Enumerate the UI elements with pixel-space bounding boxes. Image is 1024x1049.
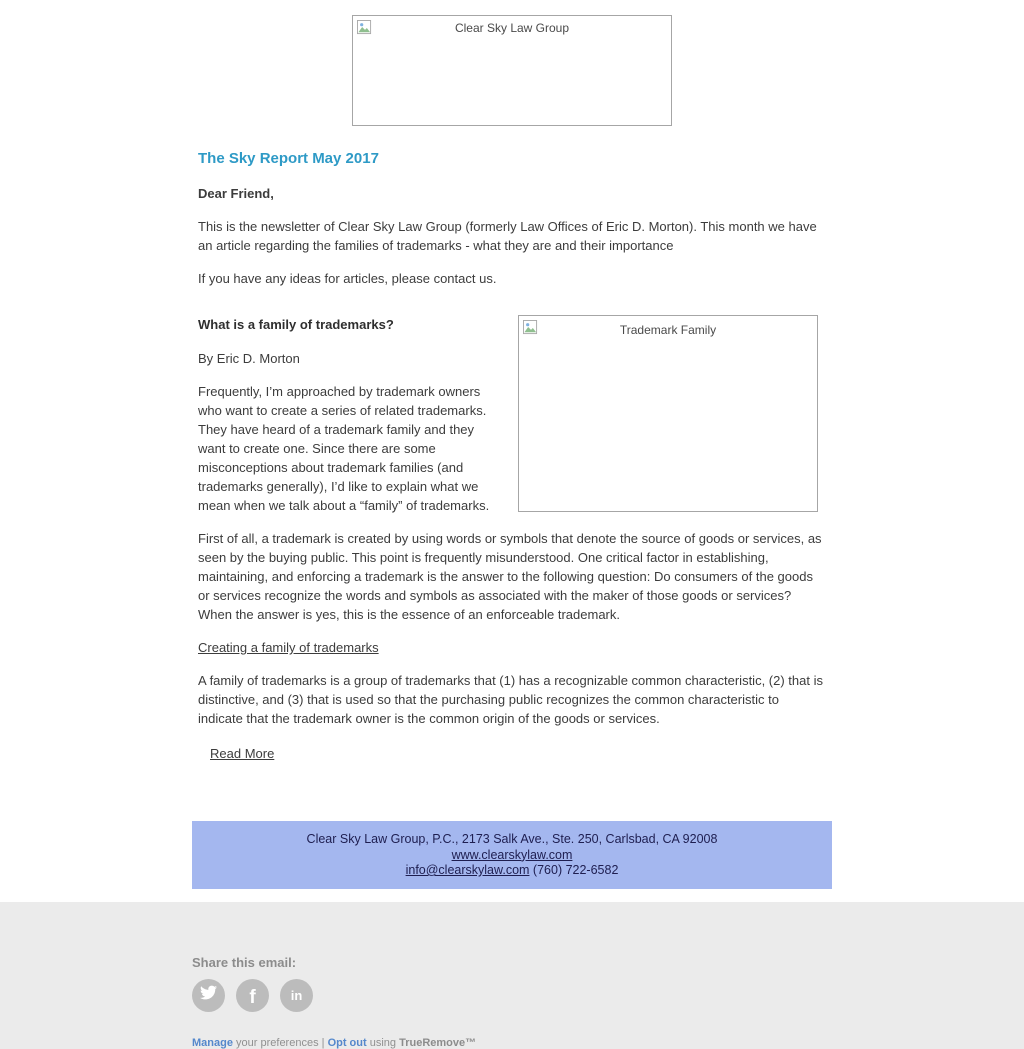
contact-block bbox=[192, 821, 832, 889]
manage-link[interactable]: Manage bbox=[192, 1036, 233, 1049]
email-container bbox=[192, 15, 832, 889]
newsletter-title: The Sky Report May 2017 bbox=[198, 150, 379, 167]
article-paragraph-1: Frequently, I’m approached by trademark owners who want to create a series of related trademarks. They have heard of a trademark family and they want to create one. Since there are some misconceptions about trademark families (and trademarks generally), I’d like to explain what we mean when we talk about a “family” of trademarks. bbox=[198, 384, 490, 513]
broken-image-icon bbox=[523, 320, 538, 340]
preferences-line bbox=[192, 1037, 832, 1049]
website-link[interactable]: www.clearskylaw.com bbox=[451, 847, 573, 862]
intro-paragraph-1: This is the newsletter of Clear Sky Law Group (formerly Law Offices of Eric D. Morton). This month we have an article regarding the families of trademarks - what they are and their importance bbox=[198, 219, 817, 253]
contact-website-line bbox=[202, 848, 822, 864]
read-more-line bbox=[210, 744, 826, 763]
read-more-link[interactable]: Read More bbox=[210, 746, 275, 761]
header-logo-image bbox=[352, 15, 672, 126]
article-paragraph-3: A family of trademarks is a group of trademarks that (1) has a recognizable common characteristic, (2) that is distinctive, and (3) that is used so that the purchasing public recognizes the common characteristic to indicate that the trademark owner is the common origin of the goods or services. bbox=[198, 673, 823, 726]
twitter-icon bbox=[200, 984, 217, 1006]
linkedin-button[interactable] bbox=[280, 979, 313, 1012]
email-footer bbox=[0, 902, 1024, 1049]
facebook-icon: f bbox=[249, 987, 256, 1008]
article-image-alt-text: Trademark Family bbox=[619, 323, 717, 337]
article-title: What is a family of trademarks? bbox=[198, 317, 394, 332]
linkedin-icon: in bbox=[290, 987, 303, 1003]
facebook-button[interactable] bbox=[236, 979, 269, 1012]
social-row bbox=[192, 979, 832, 1012]
email-link[interactable]: info@clearskylaw.com bbox=[405, 863, 530, 877]
twitter-button[interactable] bbox=[192, 979, 225, 1012]
share-label: Share this email: bbox=[192, 954, 297, 970]
creating-family-link[interactable]: Creating a family of trademarks bbox=[198, 640, 379, 655]
article bbox=[198, 315, 826, 763]
article-paragraph-2: First of all, a trademark is created by using words or symbols that denote the source of goods or services, as seen by the buying public. This point is frequently misunderstood. One critical factor in establishing, maintaining, and enforcing a trademark is the answer to the following question: Do consumers of the goods or services recognize the words and symbols as associated with the maker of those goods or services? When the answer is yes, this is the essence of an enforceable trademark. bbox=[198, 531, 822, 622]
contact-phone: (760) 722-6582 bbox=[532, 863, 619, 877]
header-logo-alt-text: Clear Sky Law Group bbox=[454, 21, 570, 35]
preferences-text: your preferences | bbox=[236, 1036, 325, 1049]
true-remove-text: TrueRemove™ bbox=[399, 1036, 477, 1049]
article-byline: By Eric D. Morton bbox=[198, 351, 300, 366]
broken-image-icon bbox=[357, 20, 372, 40]
article-subheading-line bbox=[198, 638, 826, 657]
intro-paragraph-2: If you have any ideas for articles, please contact us. bbox=[198, 271, 497, 286]
using-text: using bbox=[369, 1036, 397, 1049]
greeting: Dear Friend, bbox=[198, 186, 274, 201]
contact-email-line bbox=[202, 863, 822, 879]
contact-address: Clear Sky Law Group, P.C., 2173 Salk Ave., Ste. 250, Carlsbad, CA 92008 bbox=[306, 832, 718, 846]
article-image bbox=[518, 315, 818, 512]
opt-out-link[interactable]: Opt out bbox=[327, 1036, 367, 1049]
